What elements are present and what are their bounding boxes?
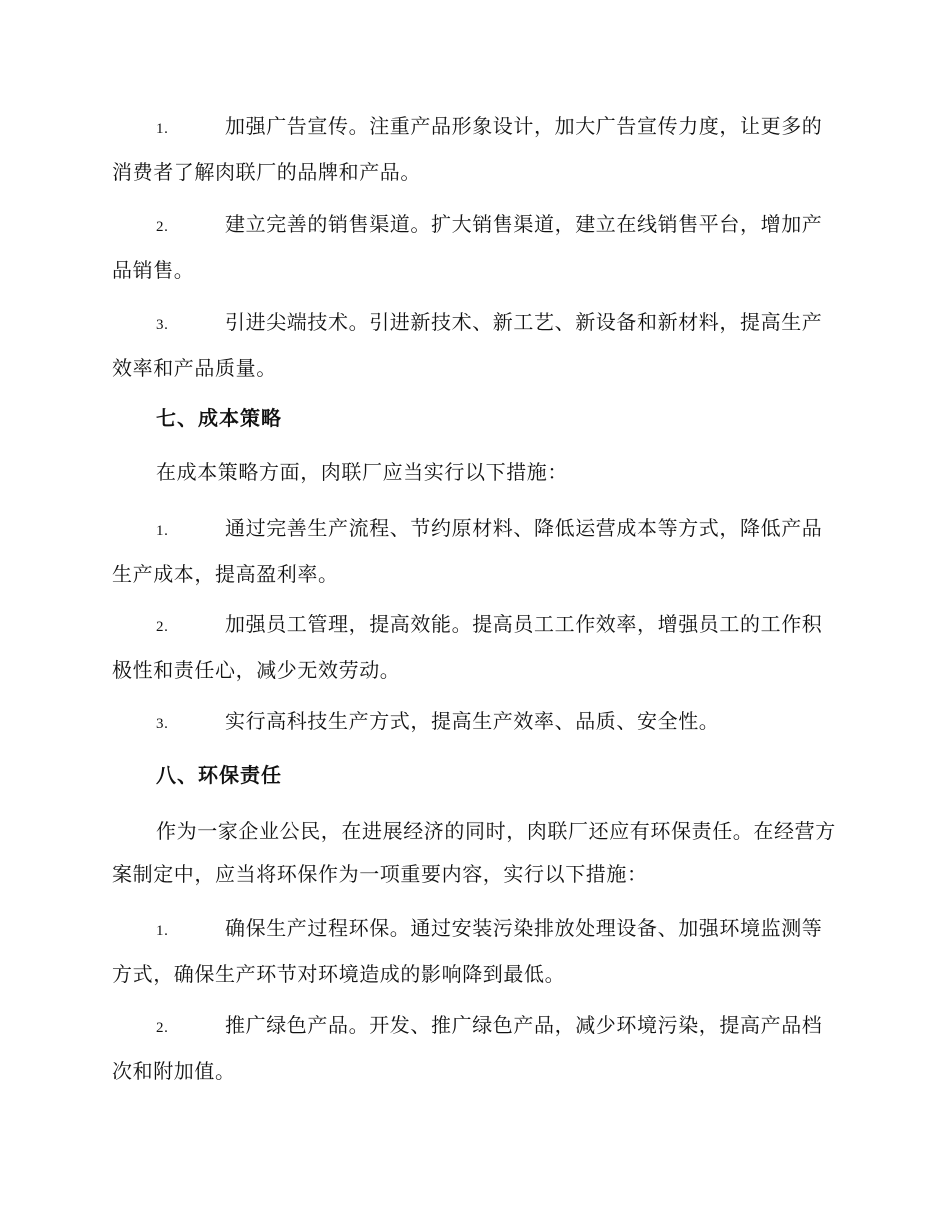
- list-text: 引进尖端技术。引进新技术、新工艺、新设备和新材料，提高生产效率和产品质量。: [112, 310, 823, 380]
- list-number: 2.: [156, 619, 169, 635]
- list-item: [112, 907, 838, 996]
- list-item: [112, 1004, 838, 1093]
- list-number: 1.: [156, 923, 169, 939]
- list-text: 实行高科技生产方式，提高生产效率、品质、安全性。: [225, 709, 720, 733]
- list-item: [112, 301, 838, 390]
- list-number: 1.: [156, 121, 169, 137]
- list-number: 1.: [156, 523, 169, 539]
- paragraph: 在成本策略方面，肉联厂应当实行以下措施：: [156, 460, 568, 484]
- list-item: [112, 105, 838, 194]
- list-number: 2.: [156, 1020, 169, 1036]
- list-item: [112, 507, 838, 596]
- list-item: [112, 603, 838, 692]
- list-number: 2.: [156, 219, 169, 235]
- list-number: 3.: [156, 317, 169, 333]
- list-text: 通过完善生产流程、节约原材料、降低运营成本等方式，降低产品生产成本，提高盈利率。: [112, 516, 823, 586]
- list-number: 3.: [156, 716, 169, 732]
- list-text: 加强广告宣传。注重产品形象设计，加大广告宣传力度，让更多的消费者了解肉联厂的品牌和产品。: [112, 114, 823, 184]
- section-heading: 八、环保责任: [156, 763, 282, 787]
- list-text: 加强员工管理，提高效能。提高员工工作效率，增强员工的工作积极性和责任心，减少无效劳动。: [112, 612, 823, 682]
- list-text: 建立完善的销售渠道。扩大销售渠道，建立在线销售平台，增加产品销售。: [112, 212, 823, 282]
- list-item: [112, 700, 838, 746]
- list-item: [112, 203, 838, 292]
- section-heading: 七、成本策略: [156, 406, 282, 430]
- list-text: 确保生产过程环保。通过安装污染排放处理设备、加强环境监测等方式，确保生产环节对环境造成的影响降到最低。: [112, 916, 823, 986]
- paragraph: 作为一家企业公民，在进展经济的同时，肉联厂还应有环保责任。在经营方案制定中，应当将环保作为一项重要内容，实行以下措施：: [112, 819, 836, 886]
- list-text: 推广绿色产品。开发、推广绿色产品，减少环境污染，提高产品档次和附加值。: [112, 1013, 823, 1083]
